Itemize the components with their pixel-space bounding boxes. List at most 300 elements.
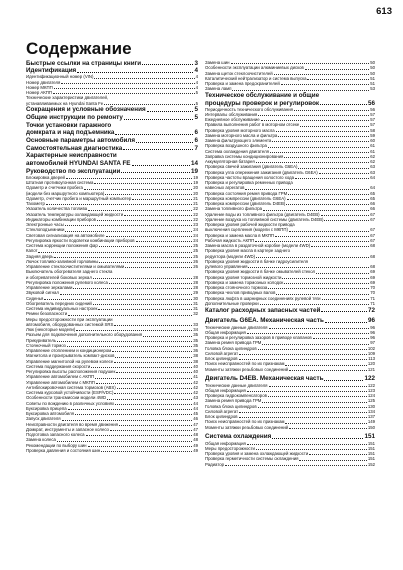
toc-section-heading[interactable]	[205, 307, 375, 314]
dot-leader	[147, 111, 194, 112]
dot-leader	[239, 412, 367, 413]
toc-page-number: 20	[193, 185, 198, 191]
toc-page-number: 61	[370, 148, 375, 154]
dot-leader	[289, 231, 369, 232]
toc-page-number: 123	[367, 387, 375, 393]
toc-page-number: 66	[370, 206, 375, 212]
toc-entry-title: Буксировка автомобиля	[26, 411, 74, 417]
toc-entry-title: Неисправности двигателя во время движения	[26, 421, 118, 427]
dot-leader	[65, 225, 192, 226]
dot-leader	[93, 278, 192, 279]
toc-section-heading[interactable]	[26, 137, 198, 144]
toc-page-number: 69	[370, 269, 375, 275]
toc-section-heading[interactable]	[26, 168, 198, 175]
toc-entry[interactable]	[205, 462, 375, 467]
toc-entry-title: Меры предосторожности при эксплуатации	[26, 316, 113, 322]
toc-page-number: 50	[370, 70, 375, 76]
toc-entry-title: Технические характеристики двигателей,	[26, 95, 109, 101]
dot-leader	[68, 315, 192, 316]
toc-entry-title: Заправка системы кондиционирования	[205, 153, 284, 159]
toc-entry-title: Штатная противоугонная система	[26, 180, 94, 186]
toc-page-number: 35	[193, 342, 198, 348]
toc-entry-title: Стеклоподъемники	[26, 227, 65, 233]
dot-leader	[77, 72, 193, 73]
toc-page-number: 40	[193, 363, 198, 369]
toc-entry-title: Регулировка высоты расположения подушек	[26, 369, 116, 375]
toc-page-number: 122	[364, 375, 375, 383]
toc-page-number: 71	[370, 300, 375, 306]
toc-entry-title: Головка блока цилиндров	[205, 403, 257, 409]
toc-entry-title: Система коррекции положения фар	[26, 243, 98, 249]
toc-page-number: 152	[367, 461, 375, 467]
toc-entry-title: Каталитический нейтрализатор и система выпуска	[205, 75, 307, 81]
toc-page-number: 96	[367, 317, 375, 325]
dot-leader	[73, 288, 192, 289]
dot-leader	[76, 330, 192, 331]
toc-entry-title: Замена ремня привода ГРМ	[205, 398, 262, 404]
dot-leader	[319, 173, 369, 174]
toc-page-number: 42	[193, 390, 198, 396]
dot-leader	[114, 393, 192, 394]
toc-entry-title: Техническое обслуживание и общие	[205, 92, 320, 99]
toc-entry-title: Обогреватель передних сидений	[26, 300, 92, 306]
toc-entry[interactable]	[205, 301, 375, 306]
dot-leader	[119, 425, 192, 426]
dot-leader	[248, 267, 369, 268]
dot-leader	[143, 336, 192, 337]
dot-leader	[54, 88, 195, 89]
toc-page-number: 26	[193, 264, 198, 270]
toc-entry-title: Рабочая жидкость АКПП	[205, 237, 255, 243]
toc-page-number: 50	[370, 65, 375, 71]
toc-page-number: 102	[367, 345, 375, 351]
dot-leader	[284, 283, 369, 284]
dot-leader	[260, 304, 370, 305]
toc-entry-title: Проверка уровня жидкости в бачке гидроусилителя	[205, 258, 308, 264]
dot-leader	[84, 189, 192, 190]
dot-leader	[294, 110, 369, 111]
toc-page-number: 53	[370, 86, 375, 92]
toc-entry-title: Система охлаждения	[205, 433, 272, 441]
toc-page-number: 151	[364, 433, 375, 441]
toc-section-heading[interactable]	[26, 67, 198, 74]
toc-entry-title: Регулировка положения рулевого колеса	[26, 279, 108, 285]
toc-entry-title: Замена колеса	[26, 437, 56, 443]
toc-entry-title: Самостоятельная диагностика	[26, 144, 123, 152]
toc-page-number: 51	[370, 81, 375, 86]
dot-leader	[281, 84, 369, 85]
toc-entry-title: Система индивидуальных настроек	[26, 306, 98, 312]
dot-leader	[316, 273, 369, 274]
dot-leader	[98, 309, 192, 310]
toc-page-number: 42	[193, 379, 198, 385]
toc-page-number: 48	[193, 432, 198, 438]
dot-leader	[136, 142, 193, 143]
toc-entry-title: Одометр и счетчики пробега	[26, 185, 83, 191]
dot-leader	[256, 257, 369, 258]
toc-page-number: 150	[367, 424, 375, 430]
toc-entry-title: Проверка состояния ремня привода ГРМ	[205, 190, 288, 196]
toc-page-number: 50	[370, 60, 375, 65]
toc-page-number: 4	[194, 67, 198, 75]
dot-leader	[142, 64, 193, 65]
toc-entry-title: Стояночный тормоз	[26, 342, 66, 348]
toc-entry-title: Каталог расходных запасных частей	[205, 306, 321, 314]
toc-entry-title: Проверка герметичности системы охлаждения	[205, 456, 299, 462]
dot-leader	[261, 120, 370, 121]
toc-entry-title: Сиденья	[26, 295, 44, 301]
toc-page-number: 59	[370, 132, 375, 138]
toc-page-number: 28	[193, 279, 198, 285]
toc-page-number: 137	[367, 414, 375, 420]
toc-entry-title: Управление стеклоочистителями и омывателями	[26, 264, 125, 270]
toc-entry-title: Двигатель G6EA. Механическая часть	[205, 317, 324, 325]
dot-leader	[62, 420, 193, 421]
dot-leader	[94, 183, 192, 184]
toc-section-heading[interactable]	[205, 375, 375, 382]
dot-leader	[247, 333, 369, 334]
toc-page-number: 70	[370, 290, 375, 296]
dot-leader	[53, 93, 195, 94]
toc-entry-title: Силовой агрегат	[205, 350, 239, 356]
dot-leader	[256, 449, 367, 450]
dot-leader	[115, 404, 192, 405]
toc-page-number: 69	[370, 279, 375, 285]
dot-leader	[94, 78, 194, 79]
toc-entry-title: Удаление воздуха из топливной системы (двигатель D4EB)	[205, 216, 324, 222]
dot-leader	[61, 83, 194, 84]
toc-page-number: 125	[367, 398, 375, 404]
toc-entry-title: выключения сцепления (модели с МКПП)	[205, 227, 288, 233]
toc-page-number: 67	[370, 227, 375, 233]
dot-leader	[313, 338, 370, 339]
dot-leader	[97, 220, 192, 221]
toc-page-number: 44	[193, 405, 198, 411]
toc-section-heading[interactable]	[26, 160, 198, 167]
toc-entry-title: Управление зеркалами	[26, 285, 73, 291]
toc-entry-title: Номер АКПП	[26, 90, 52, 96]
dot-leader	[121, 172, 190, 173]
dot-leader	[255, 241, 369, 242]
dot-leader	[66, 178, 192, 179]
toc-entry-title: Проверка чехлов приводных валов	[205, 290, 276, 296]
toc-entry-title: Ремни безопасности	[26, 311, 68, 317]
toc-entry-title: (модели без маршрутного компьютера)	[26, 190, 105, 196]
dot-leader	[46, 204, 192, 205]
dot-leader	[305, 69, 369, 70]
toc-entry-title: Проверка уровня моторного масла	[205, 127, 275, 133]
toc-entry-title: Проверка уровня тормозной жидкости	[205, 274, 282, 280]
toc-entry-title: Рекомендации по выбору шин	[26, 442, 87, 448]
dot-leader	[109, 283, 192, 284]
toc-page-number: 3	[194, 59, 198, 67]
toc-entry-title: Особенности эксплуатации алюминиевых дисков	[205, 65, 304, 71]
dot-leader	[289, 370, 367, 371]
dot-leader	[115, 134, 193, 135]
toc-page-number: 26	[193, 258, 198, 264]
toc-page-number: 31	[193, 306, 198, 312]
toc-entry-title: Проверка уровня масла в картере заднего	[205, 248, 290, 254]
toc-left-column	[26, 59, 198, 453]
dot-leader	[274, 74, 370, 75]
toc-page-number: 19	[193, 180, 198, 186]
toc-entry-title: Регулировка яркости подсветки комбинации приборов	[26, 237, 135, 243]
toc-section-heading[interactable]	[26, 145, 198, 152]
toc-entry-title: Тахометр	[26, 201, 45, 207]
toc-entry-title: Быстрые ссылки на страницы книги	[26, 59, 142, 67]
dot-leader	[101, 451, 192, 452]
toc-section-heading[interactable]	[205, 317, 375, 324]
dot-leader	[276, 294, 369, 295]
dot-leader	[110, 430, 192, 431]
toc-page-number: 5	[195, 100, 198, 106]
toc-page-number: 71	[370, 295, 375, 301]
dot-leader	[263, 210, 369, 211]
dot-leader	[272, 438, 363, 439]
dot-leader	[325, 322, 367, 323]
toc-entry[interactable]	[26, 448, 198, 453]
toc-page-number: 130	[367, 403, 375, 409]
toc-page-number: 4	[195, 74, 198, 80]
dot-leader	[321, 215, 370, 216]
toc-entry-title: Проверка давления и состояния шин	[26, 447, 101, 453]
dot-leader	[239, 354, 367, 355]
toc-page-number: 35	[193, 332, 198, 338]
toc-page-number: 67	[370, 216, 375, 222]
toc-entry-title: Общая информация	[205, 329, 246, 335]
dot-leader	[107, 399, 192, 400]
toc-entry-title: Проверка и регулировка ременных привода	[205, 180, 293, 186]
toc-entry-title: Система охлаждения двигателя	[205, 148, 269, 154]
toc-entry-title: Идентификационный номер (VIN)	[26, 74, 94, 80]
toc-entry-title: домкрата и над подъемника	[26, 129, 115, 137]
toc-entry-title: Разъем для подключения дополнительного оборудования	[26, 332, 143, 338]
toc-entry[interactable]	[205, 86, 375, 91]
toc-page-number: 25	[193, 248, 198, 254]
dot-leader	[268, 147, 369, 148]
toc-page-number: 4	[195, 84, 198, 90]
toc-entry-title: Проверка угла опережения зажигания (двигатель G6EA)	[205, 169, 318, 175]
toc-section-heading[interactable]	[26, 60, 198, 67]
toc-section-heading[interactable]	[26, 114, 198, 121]
toc-entry-title: Управление отоплением и кондиционером	[26, 348, 112, 354]
toc-page-number: 20	[193, 190, 198, 196]
toc-entry-title: Аккумуляторная батарея	[205, 159, 255, 165]
toc-page-number: 121	[367, 366, 375, 372]
dot-leader	[114, 362, 192, 363]
toc-page-number: 24	[193, 237, 198, 243]
toc-entry-title: Система курсовой устойчивости (ESP/VDC)	[26, 390, 114, 396]
toc-section-heading[interactable]	[205, 100, 375, 107]
dot-leader	[124, 119, 194, 120]
dot-leader	[258, 407, 367, 408]
dot-leader	[132, 199, 192, 200]
toc-entry-title: Замена ремня привода ГРМ	[205, 340, 262, 346]
dot-leader	[320, 104, 367, 105]
toc-page-number: 6	[194, 137, 198, 145]
toc-entry-title: Номер двигателя	[26, 79, 61, 85]
dot-leader	[232, 90, 369, 91]
toc-page-number: 151	[367, 440, 375, 446]
toc-entry-title: Советы по вождению в различных условиях	[26, 400, 115, 406]
toc-page-number: 25	[193, 243, 198, 249]
toc-entry-title: Замена ламп	[205, 86, 232, 92]
toc-page-number: 14	[190, 159, 198, 167]
dot-leader	[298, 168, 369, 169]
toc-entry-title: Сокращения и условные обозначения	[26, 106, 146, 114]
toc-section-heading[interactable]	[26, 122, 198, 129]
dot-leader	[256, 162, 369, 163]
toc-entry-title: Двигатель D4EB. Механическая часть	[205, 375, 324, 383]
dot-leader	[272, 141, 369, 142]
toc-page-number: 109	[367, 350, 375, 356]
toc-page-number: 28	[193, 274, 198, 280]
dot-leader	[106, 236, 193, 237]
toc-page-number: 28	[193, 285, 198, 291]
toc-entry-title: процедуры проверок и регулировок	[205, 99, 320, 107]
toc-page-number: 4	[195, 79, 198, 85]
toc-entry-title: Одометр, счетчик пробега и маршрутный компьютер	[26, 195, 132, 201]
toc-entry-title: Удаление воды из топливного фильтра (двигатель D4EB)	[205, 211, 320, 217]
dot-leader	[105, 194, 192, 195]
toc-page-number: 19	[193, 174, 198, 180]
toc-entry-title: Проверка компрессии (двигатель D4EB)	[205, 201, 286, 207]
dot-leader	[57, 441, 192, 442]
toc-entry-title: Радиатор	[205, 461, 225, 467]
dot-leader	[93, 304, 192, 305]
toc-page-number: 69	[370, 274, 375, 280]
dot-leader	[95, 378, 192, 379]
toc-page-number: 65	[370, 195, 375, 201]
dot-leader	[276, 131, 370, 132]
toc-entry-title: Интервалы обслуживания	[205, 111, 258, 117]
toc-page-number: 151	[367, 451, 375, 457]
toc-page-number: 64	[370, 174, 375, 180]
page-number: 613	[376, 6, 392, 17]
toc-page-number: 113	[368, 356, 375, 362]
toc-section-heading[interactable]	[26, 152, 198, 159]
dot-leader	[270, 152, 369, 153]
dot-leader	[295, 178, 369, 179]
dot-leader	[269, 386, 367, 387]
toc-section-heading[interactable]	[26, 129, 198, 136]
dot-leader	[86, 435, 193, 436]
toc-page-number: 57	[370, 122, 375, 128]
dot-leader	[307, 79, 369, 80]
toc-page-number: 47	[193, 421, 198, 427]
toc-page-number: 46	[193, 416, 198, 422]
toc-entry-title: Проверка стояночного тормоза	[205, 285, 268, 291]
toc-page-number: 97	[370, 340, 375, 346]
dot-leader	[324, 220, 369, 221]
toc-entry-title: Прикуриватель	[26, 337, 57, 343]
toc-entry-title: Проверка и регулировка зазоров в приводе клапанов	[205, 335, 312, 341]
dot-leader	[282, 278, 369, 279]
toc-page-number: 66	[370, 201, 375, 207]
toc-entry-title: Проверка частоты вращения холостого хода	[205, 174, 295, 180]
toc-section-heading[interactable]	[205, 433, 375, 440]
dot-leader	[132, 165, 190, 166]
dot-leader	[287, 199, 370, 200]
dot-leader	[124, 215, 192, 216]
toc-page-number: 40	[193, 369, 198, 375]
toc-page-number: 22	[193, 206, 198, 212]
toc-section-heading[interactable]	[205, 92, 375, 99]
toc-entry-title: Управление автомобилем с АКПП	[26, 374, 95, 380]
dot-leader	[299, 460, 366, 461]
toc-page-number: 64	[370, 185, 375, 191]
dot-leader	[65, 231, 192, 232]
toc-entry-title: Технические данные двигателя	[205, 324, 268, 330]
dot-leader	[231, 63, 370, 64]
toc-entry-title: Меры предосторожности	[205, 445, 255, 451]
toc-entry-title: Звуковой сигнал	[26, 290, 59, 296]
dot-leader	[114, 325, 192, 326]
dot-leader	[96, 383, 192, 384]
toc-page-number: 68	[370, 264, 375, 270]
dot-leader	[91, 367, 192, 368]
toc-entry-title: Электронные часы	[26, 222, 64, 228]
toc-page-number: 67	[370, 237, 375, 243]
toc-entry-title: Проверка свечей зажигания (двигатель G6EA)	[205, 164, 298, 170]
toc-entry-title: Правила выполнения работ в моторном отсеке	[205, 122, 300, 128]
dot-leader	[88, 210, 192, 211]
toc-page-number: 57	[370, 111, 375, 117]
toc-page-number: 38	[193, 358, 198, 364]
toc-entry[interactable]	[26, 101, 198, 106]
toc-page-number: 24	[193, 232, 198, 238]
toc-page-number: 22	[193, 216, 198, 222]
toc-page-number: 68	[370, 243, 375, 249]
toc-entry-title: Дополнительные проверки	[205, 300, 259, 306]
toc-section-heading[interactable]	[26, 106, 198, 113]
toc-entry-title: Домкрат, инструменты и запасное колесо	[26, 426, 109, 432]
dot-leader	[116, 372, 192, 373]
dot-leader	[285, 423, 366, 424]
toc-page-number: 72	[367, 306, 375, 314]
toc-entry-title: Головка блока цилиндров	[205, 345, 257, 351]
dot-leader	[268, 396, 367, 397]
dot-leader	[288, 194, 369, 195]
toc-entry-title: Люк (некоторые модели)	[26, 327, 76, 333]
toc-page-number: 67	[370, 232, 375, 238]
dot-leader	[245, 189, 369, 190]
toc-page-number: 45	[193, 411, 198, 417]
dot-leader	[88, 446, 193, 447]
toc-entry-title: Характерные неисправности	[26, 152, 117, 160]
toc-entry-title: Система поддержания скорости	[26, 363, 91, 369]
toc-page-number: 35	[193, 337, 198, 343]
toc-page-number: 34	[193, 327, 198, 333]
dot-leader	[275, 236, 369, 237]
toc-entry-title: Выключатель обогревателя заднего стекла	[26, 269, 113, 275]
toc-entry-title: Технические данные двигателя	[205, 382, 268, 388]
toc-entry-title: Общая информация	[205, 440, 246, 446]
toc-entry-title: Точки установки гаражного	[26, 121, 112, 129]
dot-leader	[278, 136, 369, 137]
dot-leader	[60, 294, 192, 295]
toc-page-number: 43	[193, 395, 198, 401]
toc-page-number: 61	[370, 143, 375, 149]
toc-page-number: 38	[193, 353, 198, 359]
dot-leader	[67, 346, 193, 347]
toc-page-number: 21	[193, 195, 198, 201]
toc-page-number: 62	[370, 153, 375, 159]
toc-entry-title: Замена моторного масла и фильтра	[205, 132, 278, 138]
toc-entry-title: Моменты затяжки резьбовых соединений	[205, 366, 289, 372]
toc-entry-title: Особенности трансмиссии модели 4WD	[26, 395, 107, 401]
toc-entry-title: Подготовка запасного колеса	[26, 432, 85, 438]
